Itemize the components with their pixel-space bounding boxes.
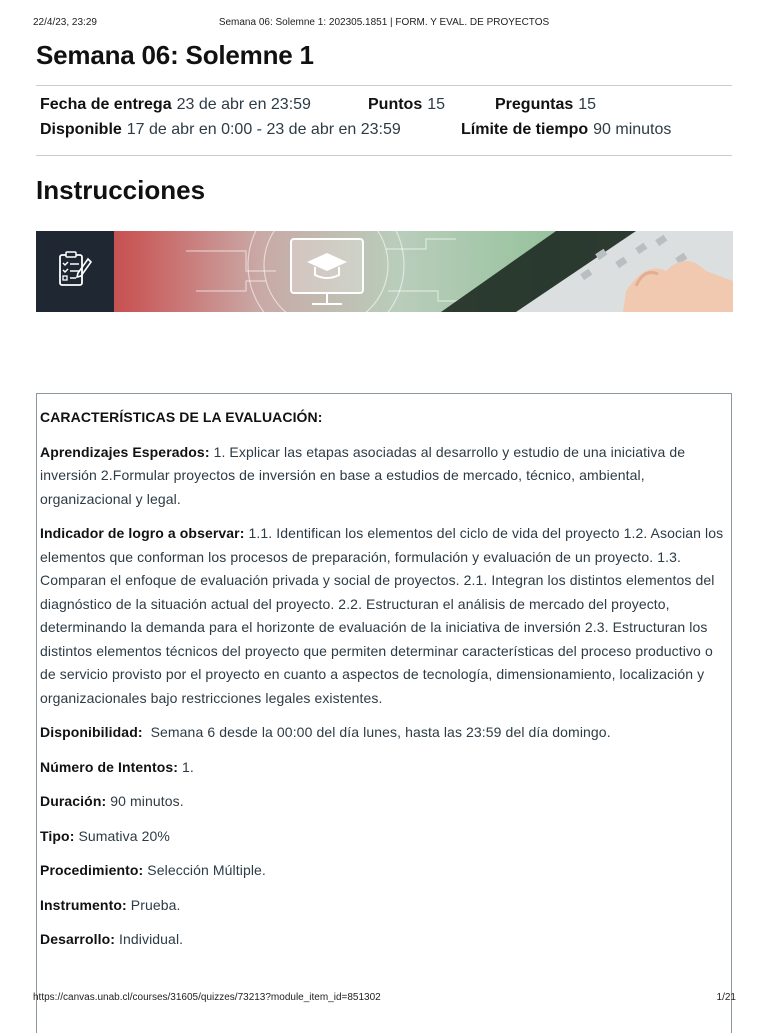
banner-illustration xyxy=(36,231,733,312)
list-item: Número de Intentos: 1. xyxy=(40,758,194,775)
questions-count: Preguntas 15 xyxy=(495,96,597,113)
instructions-banner xyxy=(36,231,733,312)
print-header xyxy=(0,17,768,31)
page-url: https://canvas.unab.cl/courses/31605/quizzes/73213?module_item_id=851302 xyxy=(33,992,381,1003)
time-limit: Límite de tiempo 90 minutos xyxy=(461,121,672,138)
section-title: CARACTERÍSTICAS DE LA EVALUACIÓN: xyxy=(40,409,323,425)
availability: Disponible 17 de abr en 0:00 - 23 de abr en 23:59 xyxy=(40,121,401,138)
list-item: Disponibilidad: Semana 6 desde la 00:00 del día lunes, hasta las 23:59 del día domingo. xyxy=(40,724,611,740)
print-date: 22/4/23, 23:29 xyxy=(33,17,97,28)
list-item: Instrumento: Prueba. xyxy=(40,896,181,913)
divider xyxy=(36,85,732,86)
print-footer xyxy=(0,992,768,1006)
points: Puntos 15 xyxy=(368,96,446,113)
print-title: Semana 06: Solemne 1: 202305.1851 | FORM. Y EVAL. DE PROYECTOS xyxy=(218,17,550,28)
list-item: Duración: 90 minutos. xyxy=(40,793,184,809)
evaluation-content xyxy=(40,406,726,963)
due-date: Fecha de entrega 23 de abr en 23:59 xyxy=(40,96,311,113)
list-item: Aprendizajes Esperados: 1. Explicar las etapas asociadas al desarrollo y estudio de una iniciativa de inversión 2.Formular proyectos de inversión en base a estudios de mercado, técnico, ambiental, organizacional y legal. xyxy=(40,443,686,507)
list-item: Procedimiento: Selección Múltiple. xyxy=(40,862,266,878)
divider xyxy=(36,155,732,156)
page-number: 1/21 xyxy=(716,992,736,1003)
page-title: Semana 06: Solemne 1 xyxy=(36,40,314,70)
list-item: Desarrollo: Individual. xyxy=(40,931,184,947)
quiz-details xyxy=(40,96,730,146)
list-item: Tipo: Sumativa 20% xyxy=(40,827,170,844)
list-item: Indicador de logro a observar: 1.1. Identifican los elementos del ciclo de vida del proyecto 1.2. Asocian los elementos que conforman los procesos de preparación, formulación y evaluación de un proyecto. 1.3. Comparan el enfoque de evaluación privada y social de proyectos. 2.1. Integran los distintos elementos del diagnóstico de la situación actual del proyecto. 2.2. Estructuran el análisis de mercado del proyecto, determinando la demanda para el horizonte de evaluación de la iniciativa de inversión 2.3. Estructuran los distintos elementos técnicos del proyecto que permiten determinar características del proceso productivo o de servicio provisto por el proyecto en cuanto a aspectos de tecnología, dimensionamiento, localización y organizacionales bajo restricciones legales existentes. xyxy=(40,525,724,706)
evaluation-box xyxy=(36,393,732,1033)
instructions-heading: Instrucciones xyxy=(36,175,206,205)
monitor-icon xyxy=(291,239,363,304)
